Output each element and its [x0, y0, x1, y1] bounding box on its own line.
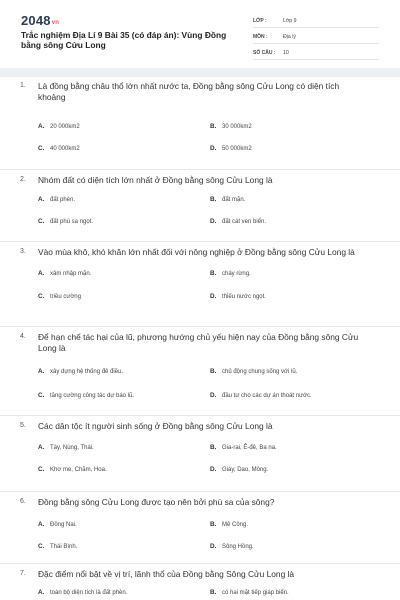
option-b[interactable] — [210, 123, 252, 130]
question-1 — [0, 77, 400, 170]
option-d[interactable] — [210, 145, 252, 152]
option-text: Gia-rai, Ê-đê, Ba na. — [222, 445, 277, 451]
option-letter: D. — [210, 218, 217, 225]
meta-row-count — [253, 46, 379, 60]
option-b[interactable] — [210, 589, 289, 596]
option-letter: A. — [38, 270, 45, 277]
meta-key: SỐ CÂU : — [253, 49, 276, 56]
option-text: 50 000km2 — [222, 146, 252, 152]
option-text: đầu tư cho các dự án thoát nước. — [222, 393, 312, 399]
meta-key: MÔN : — [253, 33, 268, 40]
option-text: thiếu nước ngọt. — [222, 294, 266, 300]
option-letter: B. — [210, 368, 217, 375]
question-2 — [0, 170, 400, 242]
meta-key: LỚP : — [253, 17, 267, 24]
option-text: triều cường — [50, 294, 81, 300]
option-text: 20 000km2 — [50, 124, 80, 130]
question-text: Đồng bằng sông Cửu Long được tạo nên bởi phù sa của sông? — [38, 497, 275, 507]
logo-suffix: vn — [51, 20, 60, 26]
question-3 — [0, 242, 400, 327]
option-b[interactable] — [210, 521, 248, 528]
option-a[interactable] — [38, 589, 127, 596]
question-text: Để hạn chế tác hại của lũ, phương hướng chủ yếu hiện nay của Đồng bằng sông Cửu Long là — [38, 332, 359, 353]
question-6 — [0, 492, 400, 564]
option-text: đất mặn. — [222, 197, 246, 203]
option-letter: C. — [38, 218, 45, 225]
option-text: đất cát ven biển. — [222, 219, 267, 225]
option-text: Giáy, Dao, Mông. — [222, 467, 269, 473]
option-a[interactable] — [38, 270, 91, 277]
option-d[interactable] — [210, 466, 268, 473]
option-text: xâm nhập mặn. — [50, 271, 92, 277]
question-number: 6. — [20, 498, 26, 505]
option-c[interactable] — [38, 543, 77, 550]
option-letter: D. — [210, 392, 217, 399]
option-text: Sông Hồng. — [222, 544, 254, 550]
option-b[interactable] — [210, 270, 251, 277]
question-text: Đặc điểm nổi bật về vị trí, lãnh thổ của Đồng bằng Sông Cửu Long là — [38, 569, 295, 579]
option-text: 30 000km2 — [222, 124, 252, 130]
meta-value: 10 — [283, 49, 289, 56]
option-b[interactable] — [210, 368, 297, 375]
option-b[interactable] — [210, 196, 245, 203]
option-c[interactable] — [38, 218, 93, 225]
option-text: Tày, Nùng, Thái. — [50, 445, 94, 451]
quiz-meta — [253, 14, 379, 60]
option-text: có hai mặt tiếp giáp biển. — [222, 590, 289, 596]
option-text: xây dựng hệ thống đê điều. — [50, 369, 124, 375]
option-a[interactable] — [38, 521, 77, 528]
question-text: Các dân tộc ít người sinh sống ở Đồng bằng sông Cửu Long là — [38, 421, 273, 431]
option-c[interactable] — [38, 293, 81, 300]
question-number: 1. — [20, 82, 26, 89]
question-5 — [0, 416, 400, 492]
option-d[interactable] — [210, 293, 266, 300]
option-d[interactable] — [210, 392, 312, 399]
meta-row-subject — [253, 30, 379, 44]
option-text: toàn bộ diện tích là đất phèn. — [50, 590, 128, 596]
option-letter: B. — [210, 123, 217, 130]
question-7 — [0, 564, 400, 600]
option-letter: B. — [210, 196, 217, 203]
option-text: Mê Công. — [222, 522, 249, 528]
option-letter: D. — [210, 145, 217, 152]
option-text: đất phèn. — [50, 197, 76, 203]
option-letter: C. — [38, 293, 45, 300]
page-title: Trắc nghiệm Địa Lí 9 Bài 35 (có đáp án): Vùng Đồng bằng sông Cửu Long — [21, 30, 227, 50]
option-a[interactable] — [38, 196, 75, 203]
site-logo[interactable] — [21, 13, 59, 28]
header-divider — [0, 68, 400, 77]
option-letter: A. — [38, 368, 45, 375]
option-letter: A. — [38, 521, 45, 528]
option-letter: A. — [38, 123, 45, 130]
option-letter: D. — [210, 466, 217, 473]
option-text: cháy rừng. — [222, 271, 251, 277]
question-text: Vào mùa khô, khó khăn lớn nhất đối với nông nghiệp ở Đồng bằng sông Cửu Long là — [38, 247, 355, 257]
option-text: Khơ me, Chăm, Hoa. — [50, 467, 107, 473]
option-letter: C. — [38, 543, 45, 550]
question-number: 4. — [20, 333, 26, 340]
option-text: đất phù sa ngọt. — [50, 219, 94, 225]
question-number: 5. — [20, 422, 26, 429]
question-number: 2. — [20, 176, 26, 183]
header — [0, 0, 400, 68]
option-b[interactable] — [210, 444, 277, 451]
meta-value: Lớp 9 — [283, 17, 297, 24]
option-a[interactable] — [38, 368, 123, 375]
question-number: 3. — [20, 248, 26, 255]
option-letter: C. — [38, 392, 45, 399]
option-text: tăng cường công tác dự báo lũ. — [50, 393, 135, 399]
question-4 — [0, 327, 400, 416]
logo-text: 2048 — [21, 13, 51, 28]
option-letter: B. — [210, 444, 217, 451]
option-letter: C. — [38, 145, 45, 152]
option-c[interactable] — [38, 392, 134, 399]
question-text: Nhóm đất có diện tích lớn nhất ở Đồng bằng sông Cửu Long là — [38, 175, 273, 185]
option-letter: A. — [38, 196, 45, 203]
meta-value: Địa lý — [283, 33, 296, 40]
option-c[interactable] — [38, 466, 107, 473]
option-letter: A. — [38, 444, 45, 451]
question-list — [0, 77, 400, 600]
option-letter: C. — [38, 466, 45, 473]
option-letter: B. — [210, 521, 217, 528]
option-letter: A. — [38, 589, 45, 596]
question-number: 7. — [20, 570, 26, 577]
option-a[interactable] — [38, 123, 80, 130]
option-c[interactable] — [38, 145, 80, 152]
option-text: Thái Bình. — [50, 544, 78, 550]
option-d[interactable] — [210, 218, 266, 225]
question-text: Là đồng bằng châu thổ lớn nhất nước ta, Đồng bằng sông Cửu Long có diện tích khoảng — [38, 81, 340, 102]
option-letter: D. — [210, 543, 217, 550]
option-text: chủ động chung sống với lũ. — [222, 369, 298, 375]
option-letter: B. — [210, 270, 217, 277]
option-text: Đồng Nai. — [50, 522, 77, 528]
option-d[interactable] — [210, 543, 254, 550]
option-text: 40 000km2 — [50, 146, 80, 152]
meta-row-class — [253, 14, 379, 28]
option-letter: D. — [210, 293, 217, 300]
option-a[interactable] — [38, 444, 94, 451]
option-letter: B. — [210, 589, 217, 596]
